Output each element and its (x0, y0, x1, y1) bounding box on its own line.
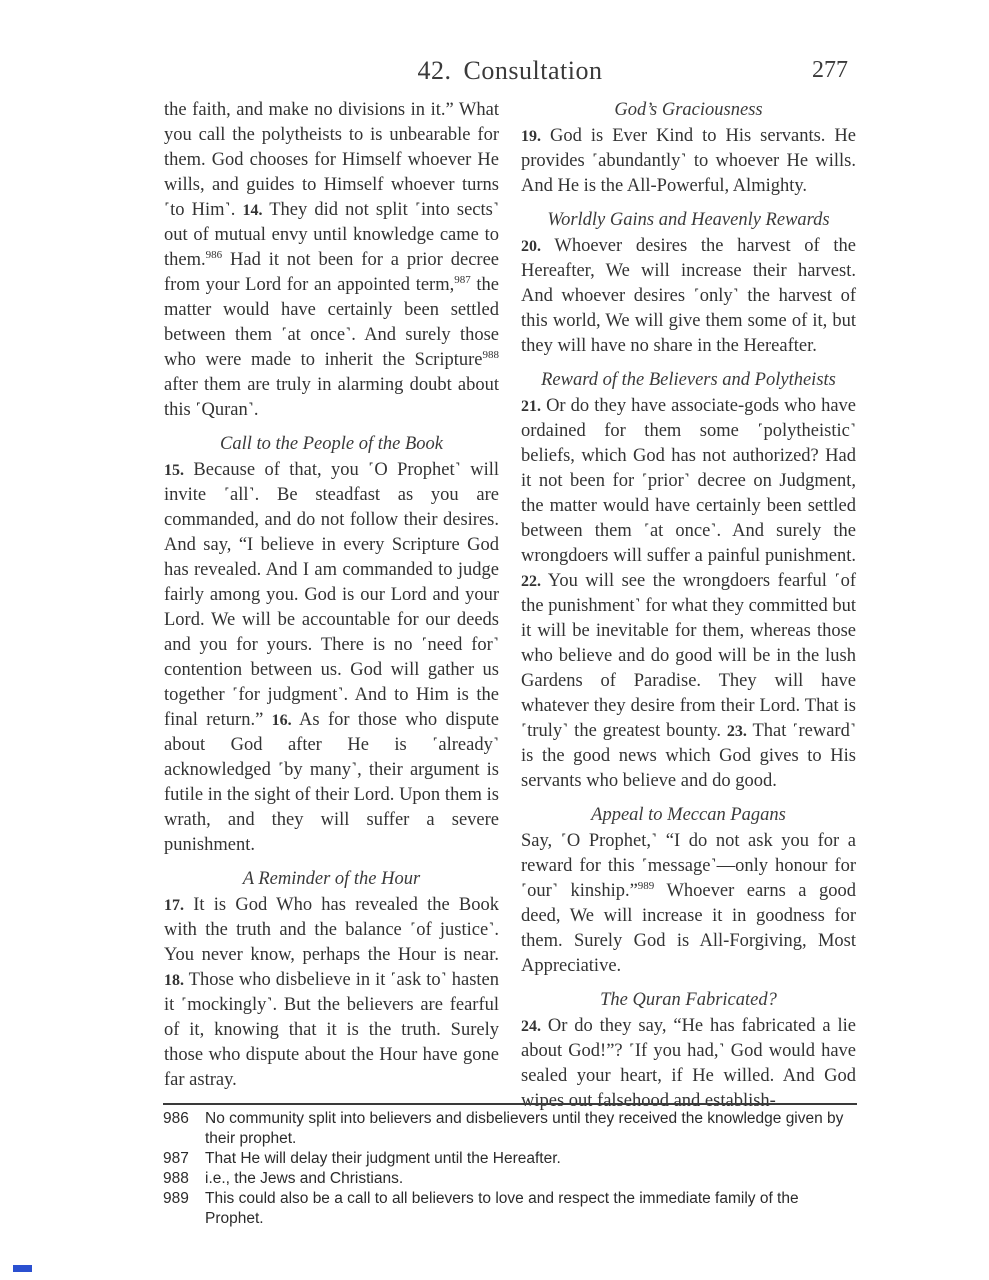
footnote-item (163, 1149, 857, 1169)
footnote-ref: 989 (637, 879, 655, 892)
verse-number: 21. (521, 398, 541, 415)
footnote-number: 989 (163, 1190, 189, 1207)
verse-paragraph: 15. Because of that, you ˹O Prophet˺ will invite ˹all˺. Be steadfast as you are commanded, and do not follow their desires. And say, “I believe in every Scripture God has revealed. And I am commanded to judge fairly among you. God is our Lord and your Lord. We will be accountable for our deeds and you for yours. There is no ˹need for˺ contention between us. God will gather us together ˹for judgment˺. And to Him is the final return.” 16. As for those who dispute about God after He is ˹already˺ acknowledged ˹by many˺, their argument is futile in the sight of their Lord. Upon them is wrath, and they will suffer a severe punishment. (164, 460, 499, 855)
scan-artifact-mark (13, 1265, 32, 1272)
verse-paragraph: the faith, and make no divisions in it.” What you call the polytheists to is unbearable for them. God chooses for Himself whoever He wills, and guides to Himself whoever turns ˹to Him˺. 14. They did not split ˹into sects˺ out of mutual envy until knowledge came to them.$^{986}$ Had it not been for a prior decree from your Lord for an appointed term,$^{987}$ the matter would have certainly been settled between them ˹at once˺. And surely those who were made to inherit the Scripture$^{988}$ after them are truly in alarming doubt about this ˹Quran˺. (164, 100, 499, 420)
verse-number: 15. (164, 462, 184, 479)
verse-number: 24. (521, 1018, 541, 1035)
section-heading: God’s Graciousness (614, 100, 763, 120)
verse-number: 19. (521, 128, 541, 145)
page-title (164, 56, 856, 86)
verse-number: 16. (271, 712, 292, 729)
page-content (164, 56, 856, 1114)
footnote-item (163, 1109, 857, 1149)
verse-paragraph: 19. God is Ever Kind to His servants. He provides ˹abundantly˺ to whoever He wills. And He is the All-Powerful, Almighty. (521, 126, 856, 196)
verse-number: 17. (164, 897, 184, 914)
section-heading: A Reminder of the Hour (242, 869, 421, 889)
footnote-number: 986 (163, 1110, 189, 1127)
page-header (164, 56, 856, 98)
verse-number: 14. (242, 202, 263, 219)
chapter-title: Consultation (463, 56, 603, 85)
verse-number: 23. (726, 723, 747, 740)
section-heading: Appeal to Meccan Pagans (591, 805, 786, 825)
text-columns (164, 98, 856, 1114)
footnote-number: 987 (163, 1150, 189, 1167)
verse-paragraph: 21. Or do they have associate-gods who have ordained for them some ˹polytheistic˺ beliefs, which God has not authorized? Had it not been for ˹prior˺ decree on Judgment, the matter would have certainly been settled between them ˹at once˺. And surely the wrongdoers will suffer a painful punishment. 22. You will see the wrongdoers fearful ˹of the punishment˺ for what they committed but it will be inevitable for them, whereas those who believe and do good will be in the lush Gardens of Paradise. They will have whatever they desire from their Lord. That is ˹truly˺ the greatest bounty. 23. That ˹reward˺ is the good news which God gives to His servants who believe and do good. (521, 396, 856, 791)
footnote-text: i.e., the Jews and Christians. (205, 1170, 404, 1187)
footnote-item (163, 1169, 857, 1189)
footnote-number: 988 (163, 1170, 189, 1187)
verse-paragraph: 20. Whoever desires the harvest of the Hereafter, We will increase their harvest. And whoever desires ˹only˺ the harvest of this world, We will give them some of it, but they will have no share in the Hereafter. (521, 236, 856, 356)
footnote-divider (163, 1103, 857, 1105)
verse-number: 22. (521, 573, 541, 590)
footnotes-section (163, 1103, 857, 1229)
section-heading: The Quran Fabricated? (600, 990, 777, 1010)
section-heading: Reward of the Believers and Polytheists (541, 370, 836, 390)
footnote-text: No community split into believers and disbelievers until they received the knowledge given by their prophet. (205, 1110, 844, 1147)
verse-number: 18. (164, 972, 184, 989)
footnote-ref: 986 (205, 248, 223, 261)
verse-paragraph: Say, ˹O Prophet,˺ “I do not ask you for a reward for this ˹message˺—only honour for ˹our˺ kinship.”$^{989}$ Whoever earns a good deed, We will increase it in goodness for them. Surely God is All-Forgiving, Most Appreciative. (521, 831, 856, 976)
verse-paragraph: 24. Or do they say, “He has fabricated a lie about God!”? ˹If you had,˺ God would have sealed your heart, if He willed. And God wipes out falsehood and establish- (521, 1016, 856, 1111)
right-column (521, 98, 856, 1114)
footnote-list (163, 1109, 857, 1229)
footnote-item (163, 1189, 857, 1229)
section-heading: Call to the People of the Book (220, 434, 443, 454)
footnote-ref: 987 (454, 273, 471, 286)
footnote-text: This could also be a call to all believers to love and respect the immediate family of the Prophet. (205, 1190, 799, 1227)
verse-number: 20. (521, 238, 541, 255)
page-number: 277 (812, 57, 848, 83)
footnote-text: That He will delay their judgment until the Hereafter. (205, 1150, 561, 1167)
verse-paragraph: 17. It is God Who has revealed the Book with the truth and the balance ˹of justice˺. You never know, perhaps the Hour is near. 18. Those who disbelieve in it ˹ask to˺ hasten it ˹mockingly˺. But the believers are fearful of it, knowing that it is the truth. Surely those who dispute about the Hour have gone far astray. (164, 895, 499, 1090)
section-heading: Worldly Gains and Heavenly Rewards (547, 210, 830, 230)
left-column (164, 98, 499, 1114)
chapter-number: 42. (417, 56, 452, 85)
footnote-ref: 988 (482, 348, 499, 361)
